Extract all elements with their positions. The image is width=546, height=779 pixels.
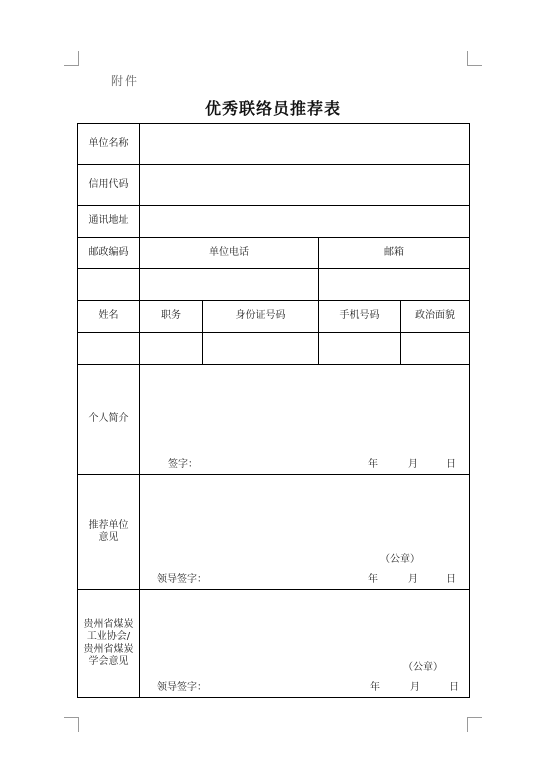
profile-day-label: 日 [446,459,456,470]
mobile-field[interactable] [319,333,401,365]
recommend-day-label: 日 [446,574,456,585]
unit-name-field[interactable] [140,124,470,165]
recommend-label-line1: 推荐单位 [88,519,129,531]
profile-signature-label: 签字： [168,459,198,470]
recommend-label-line2: 意见 [98,532,119,543]
association-day-label: 日 [449,682,459,693]
email-field[interactable] [319,269,470,301]
recommend-field[interactable] [140,475,470,590]
crop-mark-top-right [467,51,482,66]
credit-code-field[interactable] [140,165,470,206]
profile-field[interactable] [140,365,470,475]
address-field[interactable] [140,206,470,238]
postal-code-field[interactable] [78,269,140,301]
association-year-label: 年 [370,682,380,693]
profile-year-label: 年 [368,459,378,470]
association-label-line2: 工业协会/ [86,631,131,642]
association-label [78,590,140,698]
unit-name-label: 单位名称 [78,124,140,165]
crop-mark-bottom-right [467,717,482,732]
crop-mark-top-left [64,51,79,66]
mobile-header: 手机号码 [319,301,401,333]
attachment-label: 附件 [111,74,140,88]
position-header: 职务 [140,301,203,333]
recommend-month-label: 月 [408,574,418,585]
association-field[interactable] [140,590,470,698]
recommend-signature-line [140,574,469,586]
recommend-seal-label: （公章） [380,553,420,565]
crop-mark-bottom-left [64,717,79,732]
postal-code-label: 邮政编码 [78,238,140,269]
profile-label: 个人简介 [78,365,140,475]
recommend-signature-label: 领导签字： [157,574,207,585]
position-field[interactable] [140,333,203,365]
association-signature-line [140,682,469,694]
political-status-field[interactable] [401,333,470,365]
association-seal-label: （公章） [403,661,443,673]
page-title: 优秀联络员推荐表 [204,99,341,118]
association-signature-label: 领导签字： [157,682,207,693]
name-header: 姓名 [78,301,140,333]
association-label-line4: 学会意见 [88,656,129,667]
profile-month-label: 月 [408,459,418,470]
email-label: 邮箱 [319,238,470,269]
recommendation-form [77,123,470,698]
unit-phone-label: 单位电话 [140,238,319,269]
address-label: 通讯地址 [78,206,140,238]
association-label-line3: 贵州省煤炭 [83,643,134,655]
association-label-line1: 贵州省煤炭 [83,618,134,630]
name-field[interactable] [78,333,140,365]
profile-signature-line [140,459,469,471]
unit-phone-field[interactable] [140,269,319,301]
id-number-field[interactable] [203,333,319,365]
political-status-header: 政治面貌 [401,301,470,333]
credit-code-label: 信用代码 [78,165,140,206]
recommend-label [78,475,140,590]
id-number-header: 身份证号码 [203,301,319,333]
association-month-label: 月 [410,682,420,693]
recommend-year-label: 年 [368,574,378,585]
